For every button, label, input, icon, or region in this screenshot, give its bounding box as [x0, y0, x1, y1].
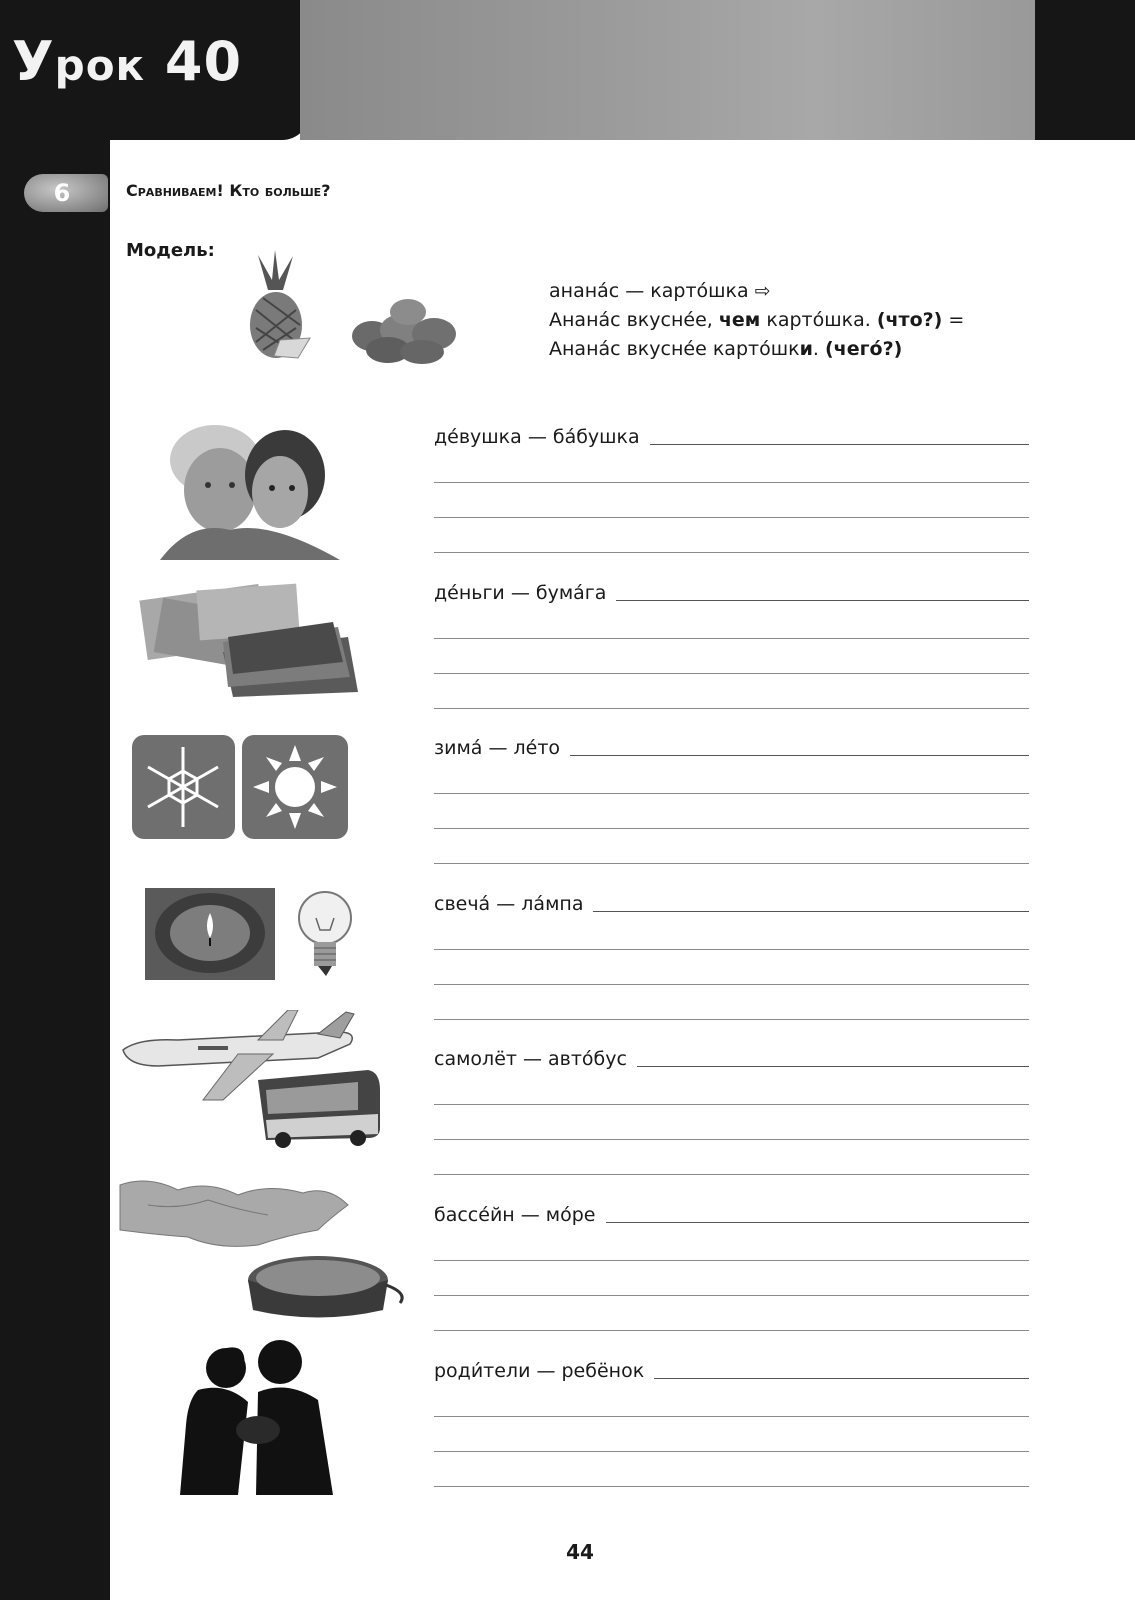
exercise-prompt: дéньги — бумáга — [434, 582, 607, 604]
exercise-prompt: бассéйн — мóре — [434, 1204, 596, 1226]
header-band — [300, 0, 1035, 140]
answer-line[interactable] — [434, 604, 1029, 639]
answer-line[interactable] — [434, 639, 1029, 674]
answer-line[interactable] — [434, 1105, 1029, 1140]
answer-line[interactable] — [616, 600, 1029, 601]
exercise-1 — [434, 422, 1029, 553]
answer-line[interactable] — [434, 483, 1029, 518]
answer-line[interactable] — [654, 1378, 1029, 1379]
exercise-7 — [434, 1356, 1029, 1487]
exercise-prompt: дéвушка — бáбушка — [434, 426, 640, 448]
girl-and-grandmother-image — [150, 420, 350, 560]
model-label: Модель: — [126, 240, 215, 261]
answer-line[interactable] — [434, 1070, 1029, 1105]
pineapple-image — [238, 250, 313, 360]
answer-line[interactable] — [434, 518, 1029, 553]
exercise-prompt: роди́тели — ребёнок — [434, 1360, 645, 1382]
pool-and-sea-image — [118, 1175, 418, 1325]
answer-line[interactable] — [593, 911, 1029, 912]
answer-line[interactable] — [434, 829, 1029, 864]
answer-line[interactable] — [434, 1382, 1029, 1417]
answer-line[interactable] — [434, 950, 1029, 985]
money-and-paper-image — [138, 582, 363, 702]
task-number-badge: 6 — [24, 174, 108, 212]
exercise-6 — [434, 1200, 1029, 1331]
answer-line[interactable] — [434, 794, 1029, 829]
page-number: 44 — [566, 1540, 594, 1564]
snowflake-and-sun-image — [130, 733, 350, 841]
exercise-4 — [434, 889, 1029, 1020]
parents-and-child-image — [178, 1330, 338, 1495]
lesson-title: Урок 40 — [12, 30, 243, 93]
exercise-prompt: свечá — лáмпа — [434, 893, 584, 915]
exercise-prompt: самолёт — автóбус — [434, 1048, 627, 1070]
exercise-prompt: зимá — лéто — [434, 737, 561, 759]
header-right-block — [1035, 0, 1135, 140]
answer-line[interactable] — [434, 915, 1029, 950]
task-title: Сравниваем! Кто больше? — [126, 181, 331, 200]
model-example: ананáс — картóшка ⇨ Ананáс вкуснée, чем картóшка. (что?) = Ананáс вкуснée картóшки. (чегó?) — [549, 280, 965, 360]
exercise-2 — [434, 578, 1029, 709]
answer-line[interactable] — [434, 1140, 1029, 1175]
answer-line[interactable] — [434, 759, 1029, 794]
answer-line[interactable] — [434, 1226, 1029, 1261]
answer-line[interactable] — [434, 1296, 1029, 1331]
answer-line[interactable] — [637, 1066, 1029, 1067]
plane-and-bus-image — [118, 1010, 388, 1150]
answer-line[interactable] — [434, 1417, 1029, 1452]
potatoes-image — [350, 290, 465, 365]
left-margin-bar — [0, 0, 110, 1600]
answer-line[interactable] — [650, 444, 1029, 445]
exercise-5 — [434, 1044, 1029, 1175]
answer-line[interactable] — [570, 755, 1029, 756]
candle-and-lamp-image — [140, 888, 355, 988]
answer-line[interactable] — [434, 674, 1029, 709]
answer-line[interactable] — [434, 1452, 1029, 1487]
arrow-right-icon: ⇨ — [754, 280, 771, 302]
answer-line[interactable] — [606, 1222, 1030, 1223]
answer-line[interactable] — [434, 985, 1029, 1020]
answer-line[interactable] — [434, 1261, 1029, 1296]
answer-line[interactable] — [434, 448, 1029, 483]
exercise-3 — [434, 733, 1029, 864]
